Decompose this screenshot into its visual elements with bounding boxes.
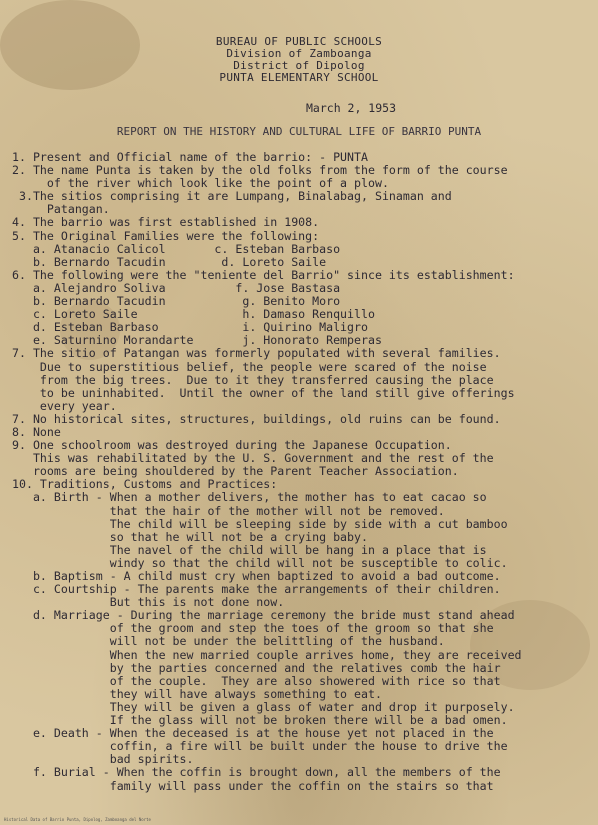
text-line: b. Bernardo Tacudin g. Benito Moro <box>12 295 341 309</box>
text-line: c. Loreto Saile h. Damaso Renquillo <box>12 308 375 322</box>
text-line: to be uninhabited. Until the owner of the land still give offerings <box>12 386 515 400</box>
text-line: a. Alejandro Soliva f. Jose Bastasa <box>12 281 341 295</box>
text-line: The navel of the child will be hang in a place that is <box>12 543 487 557</box>
text-line: The child will be sleeping side by side with a cut bamboo <box>12 517 508 531</box>
text-line: Due to superstitious belief, the people were scared of the noise <box>12 360 487 374</box>
header-school: PUNTA ELEMENTARY SCHOOL <box>219 71 379 84</box>
text-line: b. Baptism - A child must cry when baptized to avoid a bad outcome. <box>12 570 501 583</box>
text-line: will not be under the belittling of the husband. <box>12 635 445 649</box>
text-line: 2. The name Punta is taken by the old folks from the form of the course <box>12 164 508 178</box>
text-line: a. Birth - When a mother delivers, the mother has to eat cacao so <box>12 491 487 505</box>
text-line: If the glass will not be broken there will be a bad omen. <box>12 714 508 728</box>
text-line: a. Atanacio Calicol c. Esteban Barbaso <box>12 242 341 256</box>
text-line: e. Saturnino Morandarte j. Honorato Remperas <box>12 334 382 348</box>
text-line: 6. The following were the "teniente del Barrio" since its establishment: <box>12 268 515 282</box>
text-line: c. Courtship - The parents make the arrangements of their children. <box>12 583 501 597</box>
text-line: of the couple. They are also showered with rice so that <box>12 674 501 688</box>
text-line: e. Death - When the deceased is at the house yet not placed in the <box>12 727 494 741</box>
text-line: 9. One schoolroom was destroyed during the Japanese Occupation. <box>12 439 452 453</box>
report-date: March 2, 1953 <box>306 101 397 115</box>
text-line: so that he will not be a crying baby. <box>12 530 368 544</box>
report-title: REPORT ON THE HISTORY AND CULTURAL LIFE OF BARRIO PUNTA <box>116 125 482 138</box>
text-line: 1. Present and Official name of the barrio: - PUNTA <box>12 151 368 164</box>
text-line: f. Burial - When the coffin is brought down, all the members of the <box>12 766 501 780</box>
text-line: family will pass under the coffin on the stairs so that <box>12 779 494 793</box>
text-line: 5. The Original Families were the following: <box>12 229 320 243</box>
report-body <box>12 151 592 793</box>
text-line: 3.The sitios comprising it are Lumpang, Binalabag, Sinaman and <box>12 190 452 204</box>
text-line: When the new married couple arrives home, they are received <box>12 648 522 662</box>
text-line: 7. No historical sites, structures, buildings, old ruins can be found. <box>12 412 501 426</box>
text-line: windy so that the child will not be susceptible to colic. <box>12 556 508 570</box>
text-line: of the groom and step the toes of the groom so that she <box>12 622 494 636</box>
text-line: by the parties concerned and the relatives comb the hair <box>12 661 501 675</box>
footer-caption: Historical Data of Barrio Punta, Dipolog, Zamboanga del Norte <box>4 817 151 822</box>
header-district: District of Dipolog <box>233 59 365 72</box>
text-line: that the hair of the mother will not be removed. <box>12 504 445 518</box>
text-line: They will be given a glass of water and drop it purposely. <box>12 700 515 714</box>
text-line: 7. The sitio of Patangan was formerly populated with several families. <box>12 347 501 361</box>
text-line: Patangan. <box>12 203 110 217</box>
text-line: d. Esteban Barbaso i. Quirino Maligro <box>12 321 368 335</box>
text-line: 8. None <box>12 425 61 439</box>
header-division: Division of Zamboanga <box>226 47 372 60</box>
text-line: coffin, a fire will be built under the house to drive the <box>12 740 508 754</box>
text-line: every year. <box>12 399 117 413</box>
header-bureau: BUREAU OF PUBLIC SCHOOLS <box>215 35 383 48</box>
text-line: This was rehabilitated by the U. S. Government and the rest of the <box>12 452 494 466</box>
text-line: from the big trees. Due to it they transferred causing the place <box>12 373 494 387</box>
text-line: 4. The barrio was first established in 1908. <box>12 216 320 230</box>
text-line: bad spirits. <box>12 753 194 767</box>
text-line: of the river which look like the point of a plow. <box>12 177 389 191</box>
text-line: they will have always something to eat. <box>12 687 382 701</box>
text-line: b. Bernardo Tacudin d. Loreto Saile <box>12 255 327 269</box>
text-line: But this is not done now. <box>12 596 285 610</box>
text-line: rooms are being shouldered by the Parent Teacher Association. <box>12 465 459 479</box>
text-line: 10. Traditions, Customs and Practices: <box>12 478 278 492</box>
text-line: d. Marriage - During the marriage ceremony the bride must stand ahead <box>12 609 515 623</box>
